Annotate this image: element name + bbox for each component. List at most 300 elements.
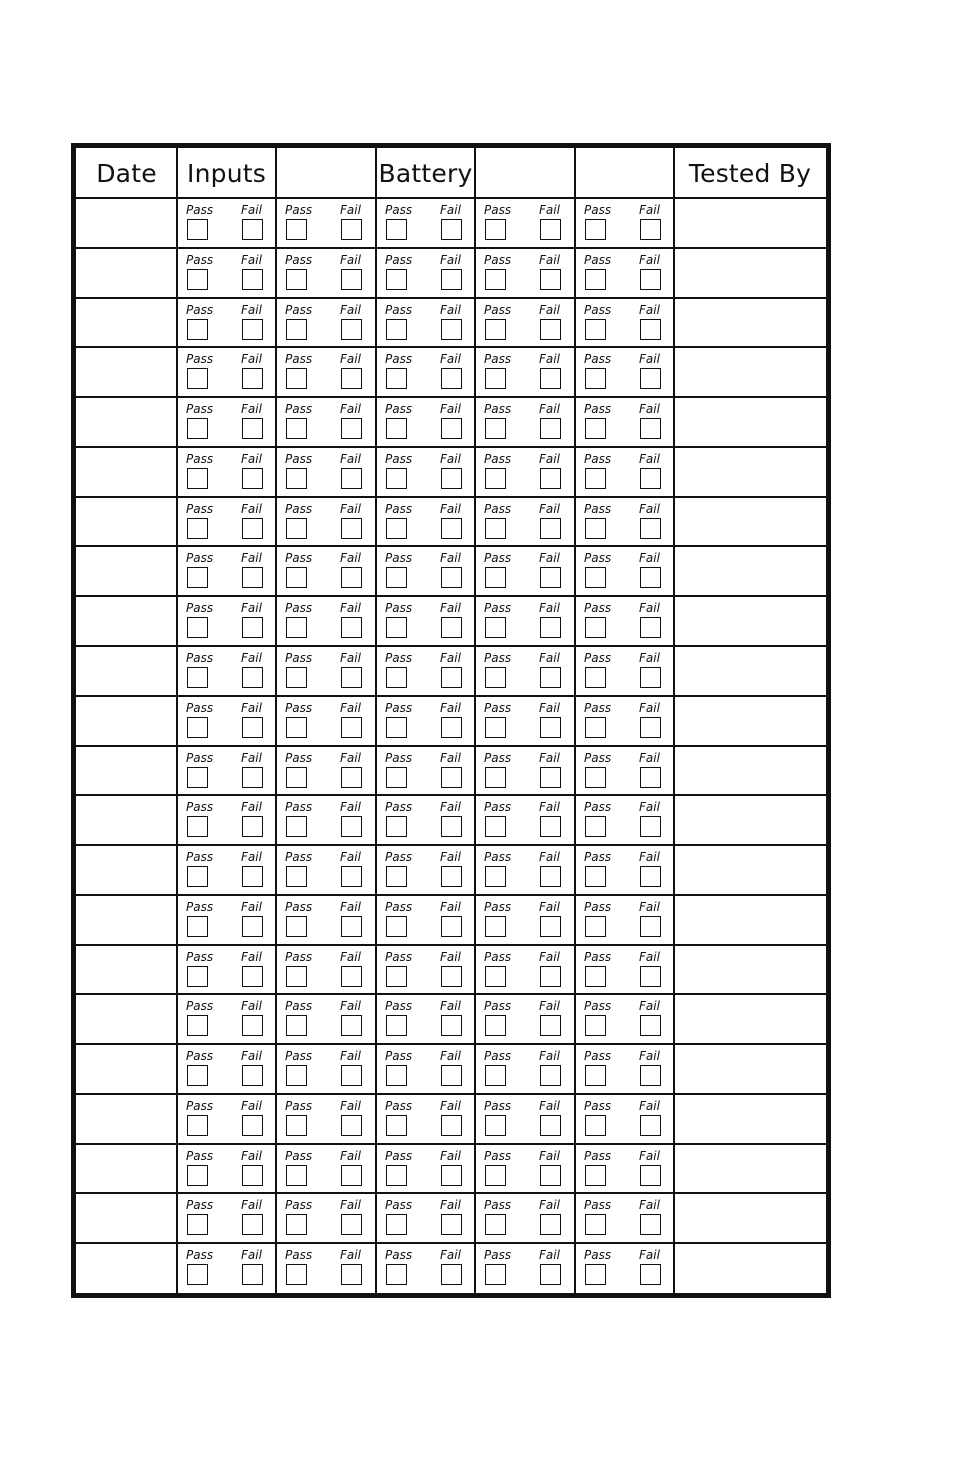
pass-checkbox[interactable]: [485, 916, 506, 937]
fail-checkbox[interactable]: [341, 866, 362, 887]
pass-checkbox[interactable]: [485, 319, 506, 340]
fail-checkbox[interactable]: [441, 1065, 462, 1086]
tested-by-cell[interactable]: [675, 945, 826, 994]
fail-checkbox[interactable]: [242, 717, 263, 738]
pass-checkbox[interactable]: [187, 319, 208, 340]
fail-checkbox[interactable]: [540, 567, 561, 588]
pass-checkbox[interactable]: [286, 916, 307, 937]
fail-checkbox[interactable]: [242, 916, 263, 937]
pass-label: Pass: [484, 949, 512, 964]
date-cell[interactable]: [76, 1094, 176, 1143]
fail-checkbox[interactable]: [640, 667, 661, 688]
tested-by-cell[interactable]: [675, 994, 826, 1043]
date-cell[interactable]: [76, 1144, 176, 1193]
pass-checkbox[interactable]: [386, 717, 407, 738]
fail-checkbox[interactable]: [640, 219, 661, 240]
pass-checkbox[interactable]: [485, 1065, 506, 1086]
pass-checkbox[interactable]: [386, 667, 407, 688]
tested-by-cell[interactable]: [675, 198, 826, 247]
pass-checkbox[interactable]: [187, 368, 208, 389]
pass-checkbox[interactable]: [386, 767, 407, 788]
fail-checkbox[interactable]: [540, 866, 561, 887]
date-cell[interactable]: [76, 546, 176, 595]
tested-by-cell[interactable]: [675, 895, 826, 944]
pass-checkbox[interactable]: [386, 1065, 407, 1086]
fail-checkbox[interactable]: [441, 468, 462, 489]
fail-checkbox[interactable]: [441, 1165, 462, 1186]
fail-checkbox[interactable]: [441, 219, 462, 240]
fail-checkbox[interactable]: [441, 1115, 462, 1136]
pass-checkbox[interactable]: [386, 567, 407, 588]
fail-checkbox[interactable]: [640, 269, 661, 290]
fail-checkbox[interactable]: [441, 966, 462, 987]
date-cell[interactable]: [76, 895, 176, 944]
fail-checkbox[interactable]: [242, 1015, 263, 1036]
pass-checkbox[interactable]: [386, 1015, 407, 1036]
fail-checkbox[interactable]: [441, 567, 462, 588]
pass-checkbox[interactable]: [386, 617, 407, 638]
pass-checkbox[interactable]: [485, 717, 506, 738]
fail-checkbox[interactable]: [242, 1165, 263, 1186]
pass-checkbox[interactable]: [286, 617, 307, 638]
fail-label: Fail: [539, 302, 560, 317]
pass-checkbox[interactable]: [187, 816, 208, 837]
fail-label: Fail: [340, 402, 361, 417]
pass-checkbox[interactable]: [286, 418, 307, 439]
pass-checkbox[interactable]: [585, 1115, 606, 1136]
fail-checkbox[interactable]: [540, 767, 561, 788]
pass-checkbox[interactable]: [286, 319, 307, 340]
fail-checkbox[interactable]: [242, 319, 263, 340]
pass-checkbox[interactable]: [187, 1264, 208, 1285]
fail-checkbox[interactable]: [640, 319, 661, 340]
fail-checkbox[interactable]: [640, 717, 661, 738]
pass-checkbox[interactable]: [485, 1015, 506, 1036]
fail-checkbox[interactable]: [640, 468, 661, 489]
fail-checkbox[interactable]: [540, 319, 561, 340]
pass-checkbox[interactable]: [485, 368, 506, 389]
pass-checkbox[interactable]: [286, 368, 307, 389]
pass-checkbox[interactable]: [485, 468, 506, 489]
pass-checkbox[interactable]: [485, 1214, 506, 1235]
fail-checkbox[interactable]: [640, 866, 661, 887]
pass-checkbox[interactable]: [187, 1015, 208, 1036]
fail-checkbox[interactable]: [640, 567, 661, 588]
fail-checkbox[interactable]: [341, 219, 362, 240]
pass-checkbox[interactable]: [286, 767, 307, 788]
fail-checkbox[interactable]: [640, 368, 661, 389]
pass-checkbox[interactable]: [485, 816, 506, 837]
tested-by-cell[interactable]: [675, 795, 826, 844]
fail-checkbox[interactable]: [441, 717, 462, 738]
pass-checkbox[interactable]: [386, 916, 407, 937]
pass-checkbox[interactable]: [585, 567, 606, 588]
fail-checkbox[interactable]: [441, 1214, 462, 1235]
fail-checkbox[interactable]: [441, 767, 462, 788]
pass-label: Pass: [186, 949, 214, 964]
fail-checkbox[interactable]: [441, 319, 462, 340]
date-cell[interactable]: [76, 248, 176, 297]
pass-checkbox[interactable]: [485, 767, 506, 788]
pass-checkbox[interactable]: [485, 866, 506, 887]
fail-checkbox[interactable]: [540, 617, 561, 638]
pass-checkbox[interactable]: [187, 667, 208, 688]
pass-label: Pass: [385, 302, 413, 317]
fail-checkbox[interactable]: [540, 269, 561, 290]
pass-checkbox[interactable]: [485, 617, 506, 638]
fail-checkbox[interactable]: [242, 418, 263, 439]
tested-by-cell[interactable]: [675, 1044, 826, 1093]
fail-checkbox[interactable]: [242, 468, 263, 489]
fail-label: Fail: [340, 203, 361, 217]
fail-checkbox[interactable]: [341, 1015, 362, 1036]
pass-checkbox[interactable]: [386, 1165, 407, 1186]
fail-checkbox[interactable]: [540, 418, 561, 439]
tested-by-cell[interactable]: [675, 1243, 826, 1292]
tested-by-cell[interactable]: [675, 298, 826, 347]
pass-checkbox[interactable]: [585, 717, 606, 738]
pass-checkbox[interactable]: [585, 1264, 606, 1285]
fail-checkbox[interactable]: [242, 816, 263, 837]
fail-label: Fail: [340, 1049, 361, 1064]
fail-checkbox[interactable]: [540, 1015, 561, 1036]
fail-checkbox[interactable]: [242, 866, 263, 887]
date-cell[interactable]: [76, 497, 176, 546]
fail-checkbox[interactable]: [540, 468, 561, 489]
tested-by-cell[interactable]: [675, 397, 826, 446]
pass-checkbox[interactable]: [585, 767, 606, 788]
fail-checkbox[interactable]: [341, 617, 362, 638]
fail-label: Fail: [340, 551, 361, 566]
fail-checkbox[interactable]: [242, 667, 263, 688]
fail-checkbox[interactable]: [341, 667, 362, 688]
fail-checkbox[interactable]: [540, 966, 561, 987]
fail-checkbox[interactable]: [540, 518, 561, 539]
fail-checkbox[interactable]: [441, 1264, 462, 1285]
fail-checkbox[interactable]: [242, 1214, 263, 1235]
date-cell[interactable]: [76, 397, 176, 446]
fail-checkbox[interactable]: [441, 866, 462, 887]
pass-checkbox[interactable]: [585, 617, 606, 638]
fail-checkbox[interactable]: [341, 1115, 362, 1136]
pass-label: Pass: [584, 1049, 612, 1064]
fail-checkbox[interactable]: [441, 269, 462, 290]
tested-by-cell[interactable]: [675, 497, 826, 546]
pass-checkbox[interactable]: [286, 567, 307, 588]
fail-checkbox[interactable]: [341, 767, 362, 788]
fail-checkbox[interactable]: [242, 1115, 263, 1136]
fail-checkbox[interactable]: [441, 617, 462, 638]
pass-label: Pass: [285, 850, 313, 865]
pass-label: Pass: [385, 1248, 413, 1263]
pass-label: Pass: [285, 1248, 313, 1263]
fail-label: Fail: [639, 601, 660, 616]
pass-checkbox[interactable]: [485, 1264, 506, 1285]
fail-checkbox[interactable]: [540, 1165, 561, 1186]
fail-checkbox[interactable]: [540, 816, 561, 837]
pass-checkbox[interactable]: [187, 916, 208, 937]
pass-checkbox[interactable]: [485, 418, 506, 439]
date-cell[interactable]: [76, 347, 176, 396]
pass-checkbox[interactable]: [386, 1214, 407, 1235]
fail-checkbox[interactable]: [341, 518, 362, 539]
fail-checkbox[interactable]: [640, 518, 661, 539]
date-cell[interactable]: [76, 1243, 176, 1292]
pass-checkbox[interactable]: [286, 1165, 307, 1186]
pass-checkbox[interactable]: [585, 468, 606, 489]
pass-checkbox[interactable]: [485, 1115, 506, 1136]
tested-by-cell[interactable]: [675, 248, 826, 297]
date-cell[interactable]: [76, 945, 176, 994]
tested-by-cell[interactable]: [675, 1094, 826, 1143]
pass-checkbox[interactable]: [585, 1065, 606, 1086]
tested-by-cell[interactable]: [675, 546, 826, 595]
pass-label: Pass: [584, 352, 612, 367]
fail-checkbox[interactable]: [640, 418, 661, 439]
fail-checkbox[interactable]: [242, 767, 263, 788]
pass-checkbox[interactable]: [187, 1115, 208, 1136]
fail-checkbox[interactable]: [341, 1165, 362, 1186]
fail-label: Fail: [241, 650, 262, 665]
fail-checkbox[interactable]: [242, 966, 263, 987]
tested-by-cell[interactable]: [675, 646, 826, 695]
pass-checkbox[interactable]: [187, 269, 208, 290]
pass-checkbox[interactable]: [386, 518, 407, 539]
fail-checkbox[interactable]: [441, 518, 462, 539]
pass-checkbox[interactable]: [386, 966, 407, 987]
fail-label: Fail: [639, 1098, 660, 1113]
pass-checkbox[interactable]: [187, 717, 208, 738]
pass-label: Pass: [484, 551, 512, 566]
fail-checkbox[interactable]: [242, 219, 263, 240]
fail-checkbox[interactable]: [242, 1264, 263, 1285]
fail-label: Fail: [539, 1098, 560, 1113]
pass-checkbox[interactable]: [286, 717, 307, 738]
fail-label: Fail: [440, 451, 461, 466]
date-cell[interactable]: [76, 994, 176, 1043]
date-cell[interactable]: [76, 447, 176, 496]
pass-checkbox[interactable]: [485, 219, 506, 240]
pass-checkbox[interactable]: [286, 816, 307, 837]
pass-label: Pass: [584, 402, 612, 417]
pass-checkbox[interactable]: [286, 866, 307, 887]
fail-checkbox[interactable]: [640, 1165, 661, 1186]
fail-checkbox[interactable]: [640, 1065, 661, 1086]
fail-checkbox[interactable]: [341, 468, 362, 489]
pass-checkbox[interactable]: [386, 1115, 407, 1136]
pass-checkbox[interactable]: [286, 1015, 307, 1036]
pass-checkbox[interactable]: [187, 767, 208, 788]
fail-checkbox[interactable]: [341, 269, 362, 290]
pass-checkbox[interactable]: [386, 1264, 407, 1285]
pass-label: Pass: [285, 352, 313, 367]
fail-checkbox[interactable]: [640, 816, 661, 837]
fail-checkbox[interactable]: [540, 717, 561, 738]
pass-checkbox[interactable]: [585, 866, 606, 887]
tested-by-cell[interactable]: [675, 596, 826, 645]
pass-checkbox[interactable]: [585, 269, 606, 290]
fail-label: Fail: [440, 800, 461, 815]
pass-checkbox[interactable]: [585, 1214, 606, 1235]
fail-checkbox[interactable]: [242, 1065, 263, 1086]
fail-checkbox[interactable]: [242, 518, 263, 539]
pass-label: Pass: [186, 451, 214, 466]
pass-checkbox[interactable]: [187, 1165, 208, 1186]
pass-checkbox[interactable]: [386, 319, 407, 340]
pass-checkbox[interactable]: [585, 816, 606, 837]
fail-checkbox[interactable]: [640, 1264, 661, 1285]
column-divider: [673, 148, 675, 1293]
pass-checkbox[interactable]: [187, 418, 208, 439]
fail-label: Fail: [639, 501, 660, 516]
pass-checkbox[interactable]: [485, 269, 506, 290]
fail-checkbox[interactable]: [242, 269, 263, 290]
date-cell[interactable]: [76, 696, 176, 745]
pass-checkbox[interactable]: [585, 219, 606, 240]
fail-label: Fail: [639, 1049, 660, 1064]
pass-checkbox[interactable]: [187, 966, 208, 987]
date-cell[interactable]: [76, 1044, 176, 1093]
fail-checkbox[interactable]: [341, 1065, 362, 1086]
pass-checkbox[interactable]: [187, 567, 208, 588]
fail-label: Fail: [539, 402, 560, 417]
pass-checkbox[interactable]: [286, 468, 307, 489]
fail-checkbox[interactable]: [640, 916, 661, 937]
pass-checkbox[interactable]: [286, 1264, 307, 1285]
pass-checkbox[interactable]: [286, 966, 307, 987]
pass-label: Pass: [385, 949, 413, 964]
tested-by-cell[interactable]: [675, 447, 826, 496]
fail-checkbox[interactable]: [441, 816, 462, 837]
tested-by-cell[interactable]: [675, 845, 826, 894]
fail-checkbox[interactable]: [341, 966, 362, 987]
pass-checkbox[interactable]: [286, 269, 307, 290]
pass-checkbox[interactable]: [485, 567, 506, 588]
pass-checkbox[interactable]: [585, 1165, 606, 1186]
fail-checkbox[interactable]: [640, 1115, 661, 1136]
pass-checkbox[interactable]: [187, 1214, 208, 1235]
fail-checkbox[interactable]: [540, 667, 561, 688]
pass-checkbox[interactable]: [286, 1214, 307, 1235]
pass-checkbox[interactable]: [485, 1165, 506, 1186]
fail-checkbox[interactable]: [441, 368, 462, 389]
pass-checkbox[interactable]: [187, 518, 208, 539]
fail-checkbox[interactable]: [540, 1115, 561, 1136]
pass-checkbox[interactable]: [386, 418, 407, 439]
pass-label: Pass: [285, 203, 313, 217]
fail-checkbox[interactable]: [341, 916, 362, 937]
pass-checkbox[interactable]: [585, 368, 606, 389]
pass-label: Pass: [186, 551, 214, 566]
pass-checkbox[interactable]: [187, 617, 208, 638]
fail-checkbox[interactable]: [640, 1214, 661, 1235]
date-cell[interactable]: [76, 845, 176, 894]
fail-checkbox[interactable]: [540, 1214, 561, 1235]
pass-label: Pass: [484, 750, 512, 765]
tested-by-cell[interactable]: [675, 746, 826, 795]
pass-checkbox[interactable]: [386, 866, 407, 887]
fail-checkbox[interactable]: [640, 1015, 661, 1036]
fail-checkbox[interactable]: [441, 916, 462, 937]
fail-checkbox[interactable]: [242, 368, 263, 389]
date-cell[interactable]: [76, 596, 176, 645]
pass-checkbox[interactable]: [485, 667, 506, 688]
date-cell[interactable]: [76, 1193, 176, 1242]
fail-label: Fail: [440, 252, 461, 267]
pass-checkbox[interactable]: [386, 368, 407, 389]
date-cell[interactable]: [76, 795, 176, 844]
tested-by-cell[interactable]: [675, 1193, 826, 1242]
pass-label: Pass: [584, 650, 612, 665]
pass-checkbox[interactable]: [286, 219, 307, 240]
fail-checkbox[interactable]: [540, 1264, 561, 1285]
fail-checkbox[interactable]: [341, 1214, 362, 1235]
fail-checkbox[interactable]: [242, 617, 263, 638]
fail-checkbox[interactable]: [540, 368, 561, 389]
pass-checkbox[interactable]: [187, 1065, 208, 1086]
pass-checkbox[interactable]: [585, 319, 606, 340]
fail-checkbox[interactable]: [341, 567, 362, 588]
tested-by-cell[interactable]: [675, 696, 826, 745]
fail-checkbox[interactable]: [341, 717, 362, 738]
fail-checkbox[interactable]: [441, 667, 462, 688]
pass-checkbox[interactable]: [585, 518, 606, 539]
pass-checkbox[interactable]: [386, 816, 407, 837]
pass-checkbox[interactable]: [485, 518, 506, 539]
pass-checkbox[interactable]: [187, 219, 208, 240]
fail-checkbox[interactable]: [540, 1065, 561, 1086]
pass-checkbox[interactable]: [386, 219, 407, 240]
fail-checkbox[interactable]: [540, 219, 561, 240]
pass-checkbox[interactable]: [585, 966, 606, 987]
fail-checkbox[interactable]: [341, 368, 362, 389]
date-cell[interactable]: [76, 646, 176, 695]
fail-checkbox[interactable]: [242, 567, 263, 588]
fail-checkbox[interactable]: [640, 617, 661, 638]
pass-checkbox[interactable]: [585, 916, 606, 937]
fail-label: Fail: [539, 203, 560, 217]
date-cell[interactable]: [76, 298, 176, 347]
fail-checkbox[interactable]: [441, 418, 462, 439]
fail-checkbox[interactable]: [341, 816, 362, 837]
pass-checkbox[interactable]: [585, 418, 606, 439]
pass-checkbox[interactable]: [585, 667, 606, 688]
fail-checkbox[interactable]: [341, 319, 362, 340]
pass-checkbox[interactable]: [386, 468, 407, 489]
pass-checkbox[interactable]: [286, 1115, 307, 1136]
fail-checkbox[interactable]: [540, 916, 561, 937]
fail-label: Fail: [241, 203, 262, 217]
pass-checkbox[interactable]: [187, 866, 208, 887]
fail-checkbox[interactable]: [640, 767, 661, 788]
pass-checkbox[interactable]: [187, 468, 208, 489]
pass-checkbox[interactable]: [286, 1065, 307, 1086]
fail-checkbox[interactable]: [341, 418, 362, 439]
tested-by-cell[interactable]: [675, 1144, 826, 1193]
date-cell[interactable]: [76, 198, 176, 247]
fail-checkbox[interactable]: [341, 1264, 362, 1285]
pass-label: Pass: [385, 850, 413, 865]
pass-checkbox[interactable]: [485, 966, 506, 987]
pass-checkbox[interactable]: [286, 667, 307, 688]
pass-checkbox[interactable]: [386, 269, 407, 290]
fail-checkbox[interactable]: [640, 966, 661, 987]
date-cell[interactable]: [76, 746, 176, 795]
pass-checkbox[interactable]: [585, 1015, 606, 1036]
tested-by-cell[interactable]: [675, 347, 826, 396]
pass-checkbox[interactable]: [286, 518, 307, 539]
fail-checkbox[interactable]: [441, 1015, 462, 1036]
